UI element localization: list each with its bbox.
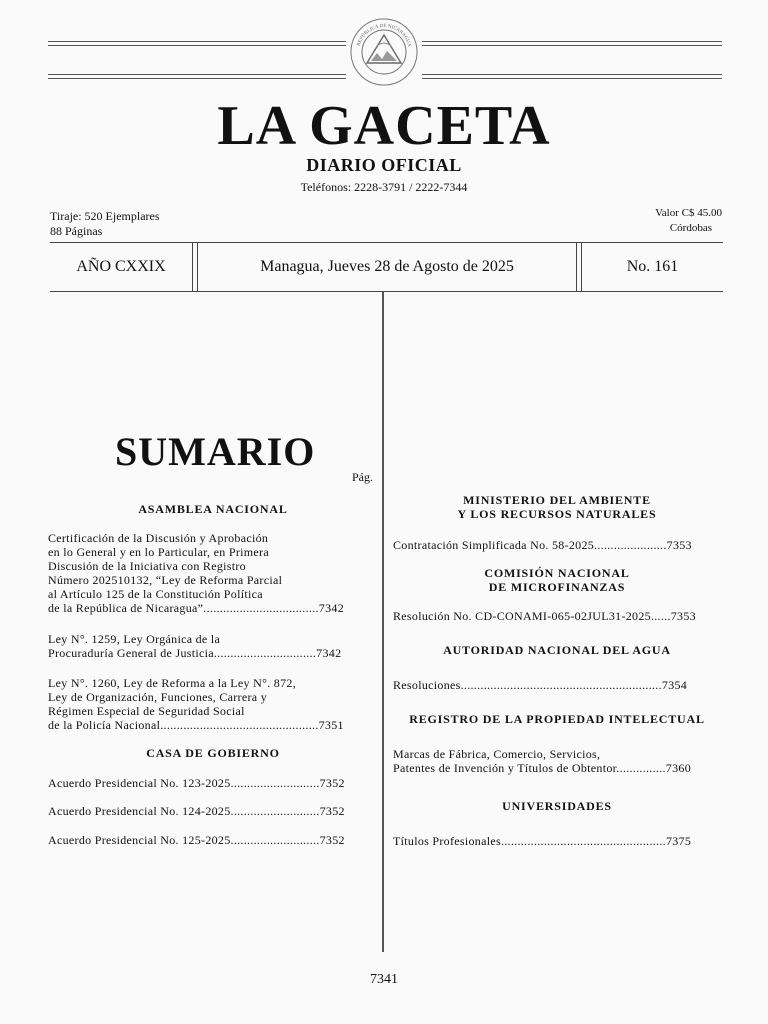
- toc-entry[interactable]: Acuerdo Presidencial No. 125-2025...........................7352: [48, 833, 345, 847]
- toc-entry[interactable]: Títulos Profesionales..................................................7375: [393, 834, 692, 848]
- toc-entry[interactable]: Acuerdo Presidencial No. 124-2025...........................7352: [48, 804, 345, 818]
- section-autoridad-agua: AUTORIDAD NACIONAL DEL AGUA: [443, 643, 671, 657]
- page-number: 7341: [370, 972, 398, 987]
- header-rule-top-right: [422, 41, 722, 42]
- toc-entry[interactable]: Ley N°. 1259, Ley Orgánica de la Procuraduría General de Justicia...............................7342: [48, 632, 342, 660]
- toc-entry[interactable]: Resoluciones.............................................................7354: [393, 678, 688, 692]
- section-conami: COMISIÓN NACIONAL DE MICROFINANZAS: [484, 566, 630, 594]
- issue-info-bar: [50, 242, 723, 292]
- header-rule-mid-right: [422, 74, 722, 75]
- header-rule-top-left: [48, 41, 346, 42]
- header-rule-mid-left-2: [48, 78, 346, 79]
- section-registro-propiedad: REGISTRO DE LA PROPIEDAD INTELECTUAL: [409, 712, 705, 726]
- svg-text:REPÚBLICA DE NICARAGUA: REPÚBLICA DE NICARAGUA: [356, 23, 412, 48]
- masthead-phones: Teléfonos: 2228-3791 / 2222-7344: [300, 180, 468, 194]
- masthead-subtitle: DIARIO OFICIAL: [306, 155, 462, 175]
- issue-year: AÑO CXXIX: [76, 258, 166, 275]
- toc-entry[interactable]: Marcas de Fábrica, Comercio, Servicios, Patentes de Invención y Títulos de Obtentor...............7360: [393, 747, 692, 775]
- column-divider: [382, 292, 384, 952]
- header-rule-top-right-2: [422, 45, 722, 46]
- masthead-title: LA GACETA: [217, 95, 551, 157]
- valor-label: Valor C$ 45.00: [655, 207, 722, 219]
- section-universidades: UNIVERSIDADES: [502, 799, 612, 813]
- toc-entry[interactable]: Certificación de la Discusión y Aprobación en lo General y en lo Particular, en Primera Discusión de la Iniciativa con Registro Número 202510132, “Ley de Reforma Parcial al Artículo 125 de la Constitución Política de la República de Nicaragua”...................................7342: [48, 531, 344, 615]
- section-ministerio-ambiente: MINISTERIO DEL AMBIENTE Y LOS RECURSOS NATURALES: [457, 493, 657, 521]
- paginas-label: 88 Páginas: [50, 224, 103, 238]
- header-rule-mid-right-2: [422, 78, 722, 79]
- moneda-label: Córdobas: [669, 222, 712, 234]
- section-casa-de-gobierno: CASA DE GOBIERNO: [146, 746, 280, 760]
- issue-number: No. 161: [626, 258, 679, 275]
- sumario-heading: SUMARIO: [115, 429, 316, 474]
- tiraje-label: Tiraje: 520 Ejemplares: [50, 209, 160, 223]
- toc-entry[interactable]: Contratación Simplificada No. 58-2025......................7353: [393, 538, 692, 552]
- header-rule-mid-left: [48, 74, 346, 75]
- issue-date: Managua, Jueves 28 de Agosto de 2025: [260, 258, 514, 275]
- toc-entry[interactable]: Acuerdo Presidencial No. 123-2025...........................7352: [48, 776, 345, 790]
- toc-entry[interactable]: Resolución No. CD-CONAMI-065-02JUL31-2025......7353: [393, 609, 696, 623]
- national-seal-icon: [349, 17, 419, 87]
- header-rule-top-left-2: [48, 45, 346, 46]
- toc-entry[interactable]: Ley N°. 1260, Ley de Reforma a la Ley N°. 872, Ley de Organización, Funciones, Carrera y Régimen Especial de Seguridad Social de la Policía Nacional................................................7351: [48, 676, 344, 732]
- pag-label: Pág.: [352, 470, 373, 484]
- section-asamblea-nacional: ASAMBLEA NACIONAL: [138, 502, 288, 516]
